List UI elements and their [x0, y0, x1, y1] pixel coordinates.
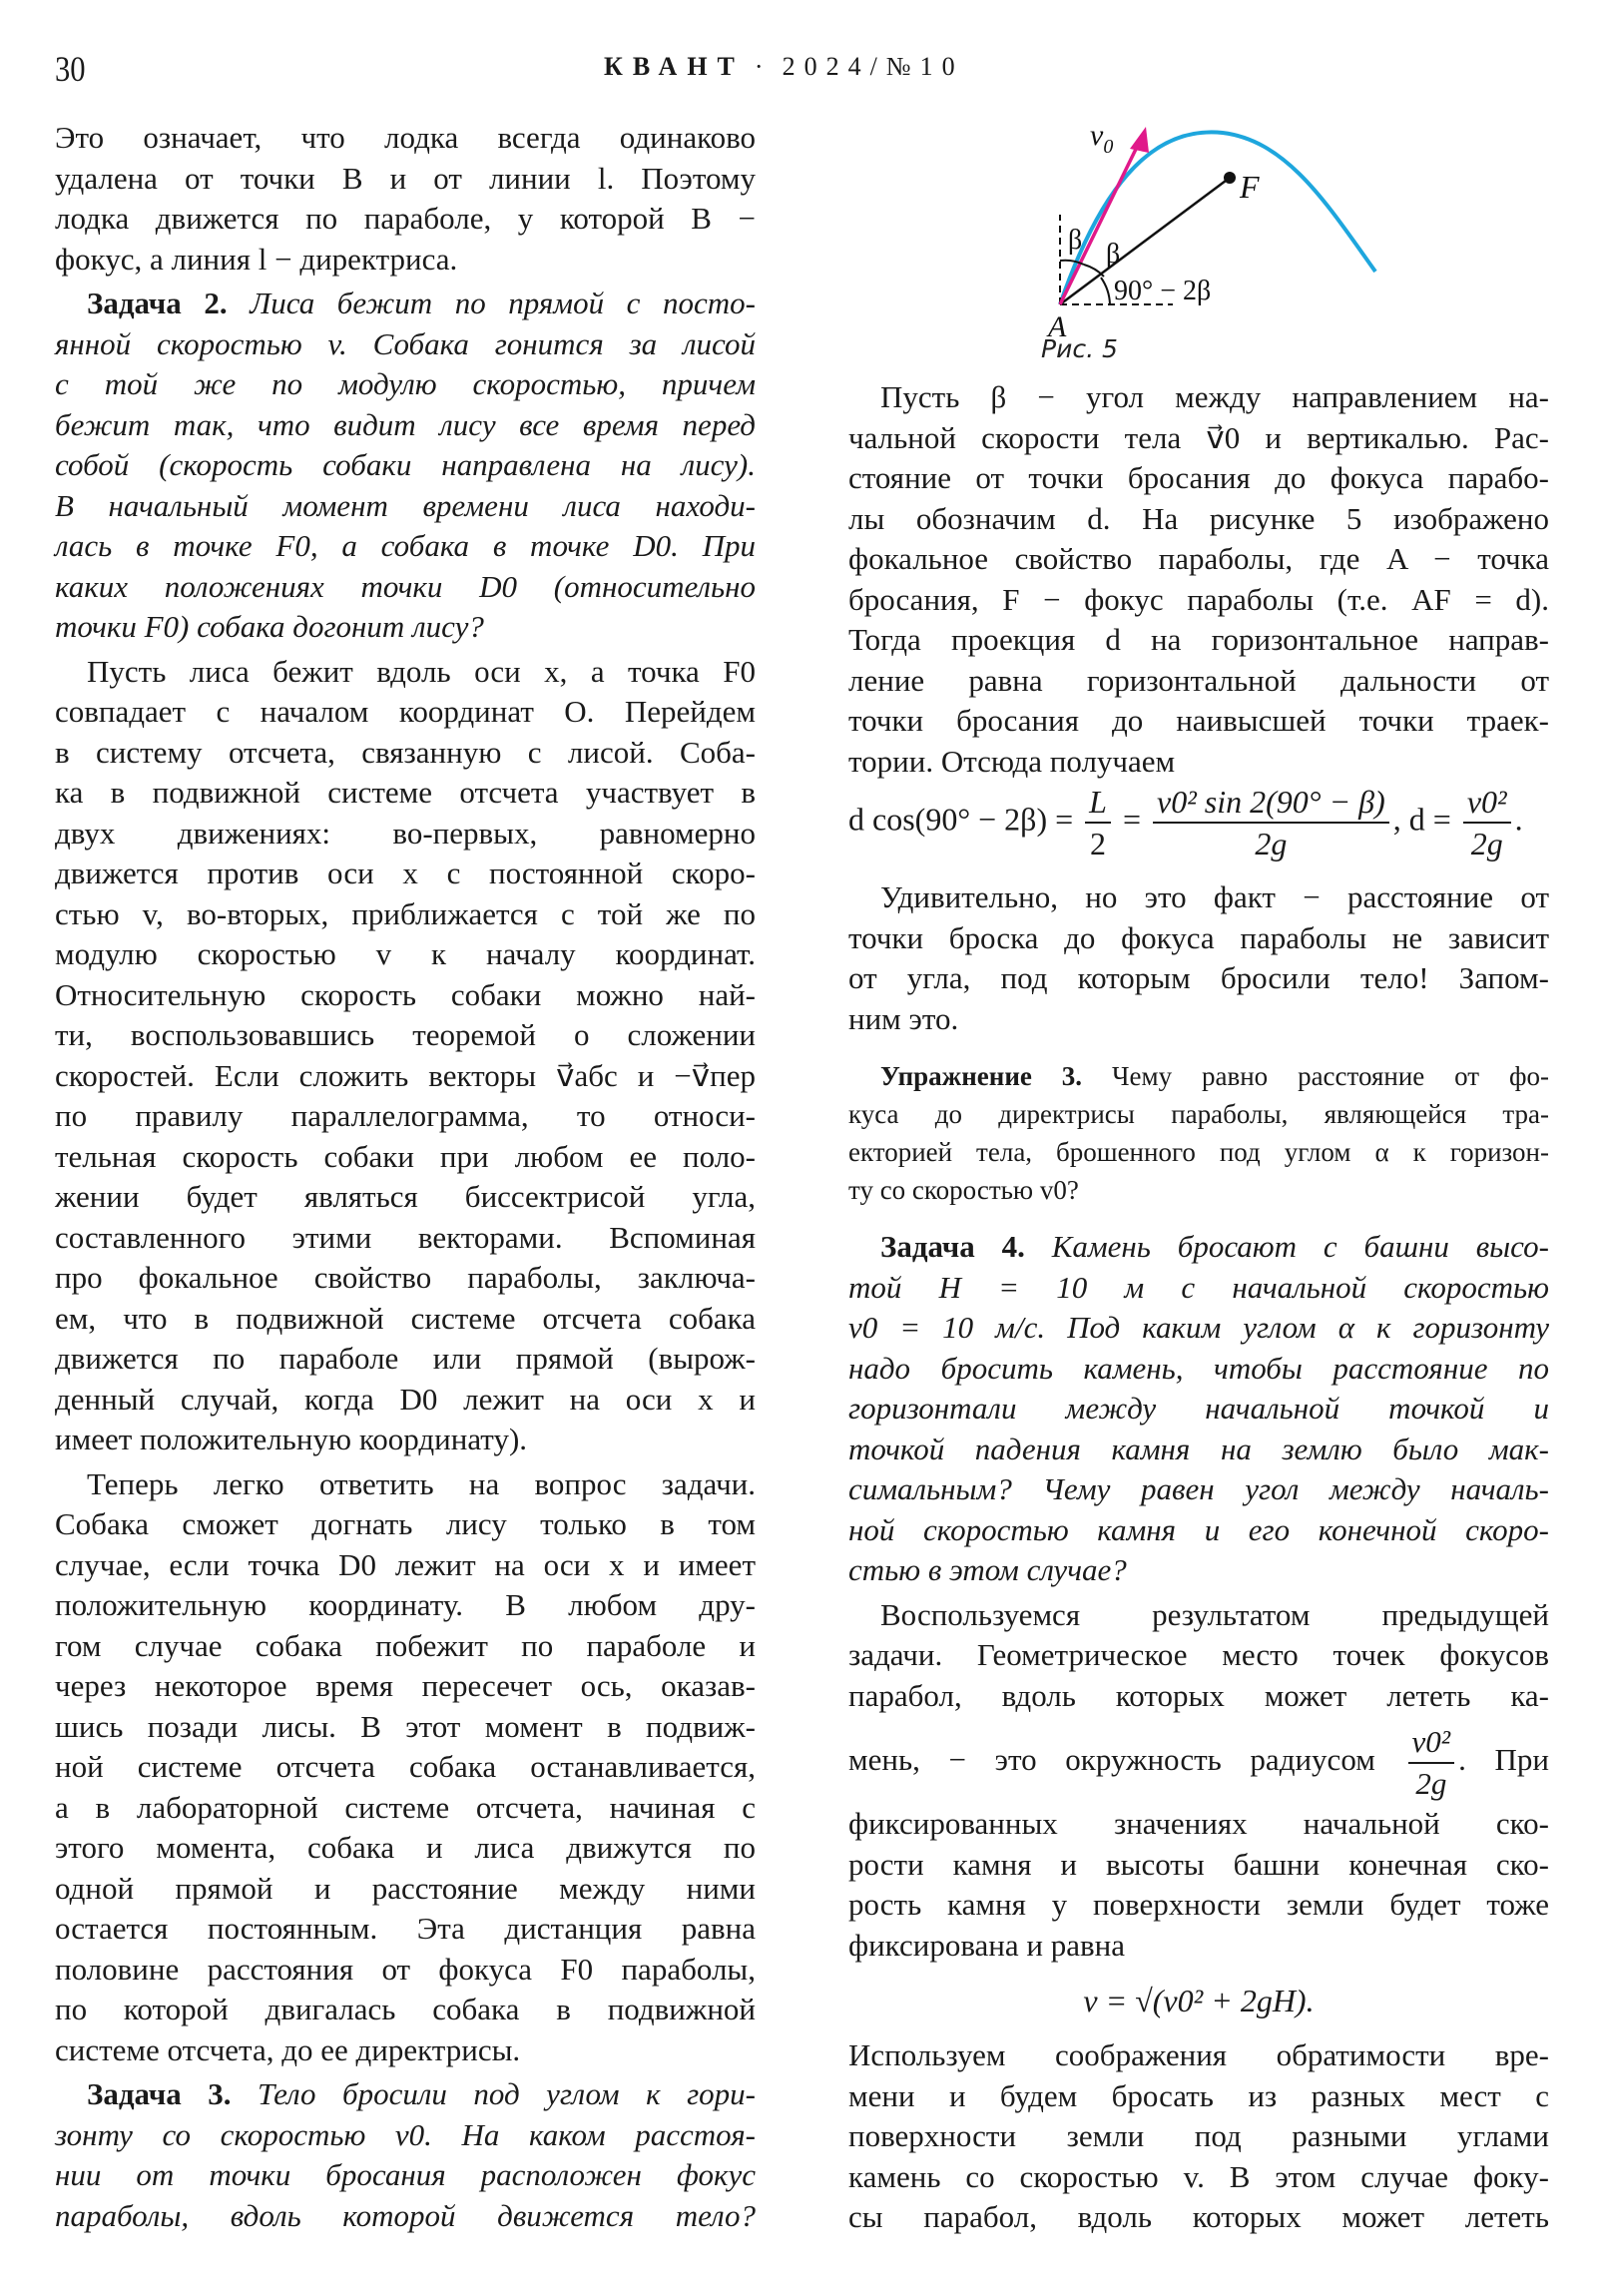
text-line: совпадает с началом координат O. Перейдем — [55, 694, 756, 729]
text-line: составленного этими векторами. Вспоминая — [55, 1219, 756, 1255]
magazine-name: КВАНТ — [604, 52, 745, 81]
text-line: рости камня и высоты башни конечная ско- — [848, 1846, 1549, 1882]
task-4 — [848, 1227, 1549, 1591]
task-text: В начальный момент времени лиса находи- — [55, 487, 756, 523]
text-line: точки броска до фокуса параболы не зависит — [848, 919, 1549, 955]
trajectory-curve — [1060, 132, 1375, 304]
task-text: собой (скорость собаки направлена на лису). — [55, 447, 756, 482]
paragraph-solution-3 — [848, 377, 1549, 782]
text-line: движется по параболе или прямой (вырож- — [55, 1341, 756, 1376]
task-text: бежит так, что видит лису все время перед — [55, 406, 756, 442]
text-line: тельная скорость собаки при любом ее поло- — [55, 1138, 756, 1174]
task-text: зонту со скоростью v0. На каком расстоя- — [55, 2116, 756, 2152]
text-line: ем, что в подвижной системе отсчета собака — [55, 1300, 756, 1336]
paragraph-solution-2 — [55, 652, 756, 1460]
text-line: Используем соображения обратимости вре- — [848, 2037, 1549, 2072]
fraction-range: $\frac{\text{v0² sin 2(90° − β)}}{2g}$ — [1153, 782, 1389, 863]
task-text: Тело бросили под углом к гори- — [258, 2076, 756, 2111]
task-2 — [55, 284, 756, 648]
text-line: жении будет являться биссектрисой угла, — [55, 1179, 756, 1214]
header-separator: · — [754, 52, 773, 81]
text-line: камень со скоростью v. В этом случае фоку- — [848, 2158, 1549, 2194]
task-3-label: Задача 3. — [87, 2076, 232, 2111]
text-line: точки бросания до наивысшей точки траек- — [848, 703, 1549, 738]
formula-lhs: d cos(90° − 2β) = — [848, 801, 1074, 838]
text-line: Относительную скорость собаки можно най- — [55, 976, 756, 1012]
beta-label-1: β — [1068, 225, 1083, 256]
text-line: в систему отсчета, связанную с лисой. Соба- — [55, 734, 756, 770]
paragraph-solution-4 — [848, 1595, 1549, 1967]
text-line: сы парабол, вдоль которых может лететь — [848, 2199, 1549, 2234]
text-line: скоростей. Если сложить векторы v⃗абс и −v⃗пер — [55, 1057, 756, 1093]
text-line-with-fraction: мень, − это окружность радиусом $\frac{\text{v0²}}{2g}$ . При — [848, 1723, 1549, 1801]
exercise-text: екторией тела, брошенного под углом α к горизон- — [848, 1137, 1549, 1167]
text-line: Воспользуемся результатом предыдущей — [880, 1596, 1549, 1632]
text-line: Собака сможет догнать лису только в том — [55, 1506, 756, 1541]
task-text: Камень бросают с башни высо- — [1051, 1229, 1549, 1264]
text-line: стояние от точки бросания до фокуса парабо- — [848, 460, 1549, 495]
fraction-l-over-2: $\frac{L}{2}$ — [1085, 782, 1111, 863]
text-line: Это означает, что лодка всегда одинаково — [55, 120, 756, 155]
text-line: по правилу параллелограмма, то относи- — [55, 1098, 756, 1133]
paragraph-answer-2 — [55, 1464, 756, 2071]
task-text: точки F0) собака догонит лису? — [55, 609, 484, 644]
text-line: бросания, F − фокус параболы (т.е. AF = d). — [848, 581, 1549, 617]
task-text: каких положениях точки D0 (относительно — [55, 568, 756, 604]
formula-final-velocity: v = √(v0² + 2gH). — [1083, 1983, 1315, 2018]
text-line: Пусть лиса бежит вдоль оси x, а точка F0 — [87, 653, 756, 689]
task-text: с той же по модулю скоростью, причем — [55, 366, 756, 401]
text-line: ка в подвижной системе отсчета участвует в — [55, 775, 756, 810]
text-line: гом случае собака побежит по параболе и — [55, 1627, 756, 1663]
text-line: тории. Отсюда получаем — [848, 743, 1176, 779]
formula-focal-distance: d cos(90° − 2β) = $\frac{L}{2}$ = $\frac{\text{v0² sin 2(90° − β)}}{2g}$ , d = $\frac{\text{v0²}}{2g}$ . — [848, 784, 1523, 861]
task-text: Лиса бежит по прямой с посто- — [250, 286, 756, 320]
text-line: мени и будем бросать из разных мест с — [848, 2077, 1549, 2113]
v0-label: $v_0$ — [1090, 119, 1114, 158]
text-line: модулю скоростью v к началу координат. — [55, 936, 756, 971]
paragraph-boat-parabola — [55, 118, 756, 280]
text-line: ной системе отсчета собака останавливается, — [55, 1749, 756, 1784]
exercise-text: ту со скоростью v0? — [848, 1175, 1079, 1205]
text-line: Тогда проекция d на горизонтальное направ- — [848, 622, 1549, 657]
page-number: 30 — [55, 49, 86, 89]
running-header — [0, 48, 1597, 92]
formula-rhs: d = — [1408, 801, 1451, 838]
angle-label: 90° − 2β — [1114, 276, 1212, 306]
text-line: по которой двигалась собака в подвижной — [55, 1992, 756, 2026]
task-text: стью в этом случае? — [848, 1552, 1127, 1587]
task-text: параболы, вдоль которой движется тело? — [55, 2197, 756, 2233]
text-line: этого момента, собака и лиса движутся по — [55, 1830, 756, 1865]
text-line: двух движениях: во-первых, равномерно — [55, 815, 756, 851]
text-line: Пусть β − угол между направлением на- — [880, 379, 1549, 414]
text-line: через некоторое время пересечет ось, оказав- — [55, 1668, 756, 1703]
exercise-3-label: Упражнение 3. — [880, 1061, 1083, 1091]
task-text: ной скоростью камня и его конечной скоро- — [848, 1511, 1549, 1547]
text-line: удалена от точки B и от линии l. Поэтому — [55, 160, 756, 196]
journal-title — [604, 52, 964, 82]
exercise-3 — [848, 1057, 1549, 1209]
text-line: чальной скорости тела v⃗0 и вертикалью. Рас- — [848, 419, 1549, 455]
task-text: точкой падения камня на землю было мак- — [848, 1431, 1549, 1466]
task-4-label: Задача 4. — [880, 1229, 1025, 1264]
task-text: той H = 10 м с начальной скоростью — [848, 1269, 1549, 1305]
task-text: лась в точке F0, а собака в точке D0. При — [55, 528, 756, 563]
text-line: Теперь легко ответить на вопрос задачи. — [87, 1465, 756, 1501]
focus-point — [1224, 172, 1236, 184]
text-line: системе отсчета, до ее директрисы. — [55, 2031, 521, 2067]
text-line: ти, воспользовавшись теоремой о сложении — [55, 1017, 756, 1052]
text-line: лодка движется по параболе, у которой B − — [55, 201, 756, 236]
task-text: v0 = 10 м/с. Под каким углом α к горизонту — [848, 1310, 1549, 1345]
text-line: движется против оси x с постоянной скоро- — [55, 856, 756, 890]
text-line: ление равна горизонтальной дальности от — [848, 662, 1549, 698]
point-a-label: A — [1048, 310, 1067, 343]
task-text: горизонтали между начальной точкой и — [848, 1391, 1549, 1426]
right-column — [848, 377, 1549, 2238]
text-line: случае, если точка D0 лежит на оси x и имеет — [55, 1546, 756, 1582]
focus-label: F — [1240, 169, 1260, 205]
text-line: от угла, под которым бросили тело! Запом- — [848, 960, 1549, 995]
text-line: ним это. — [848, 1000, 959, 1036]
text-line: а в лабораторной системе отсчета, начиная с — [55, 1789, 756, 1825]
text-line: положительную координату. В любом дру- — [55, 1587, 756, 1622]
text-line: парабол, вдоль которых может лететь ка- — [848, 1677, 1549, 1713]
fraction-d: $\frac{\text{v0²}}{2g}$ — [1463, 782, 1511, 863]
text-line: половине расстояния от фокуса F0 параболы, — [55, 1951, 756, 1987]
paragraph-reversibility — [848, 2035, 1549, 2238]
text-line: рость камня у поверхности земли будет тоже — [848, 1887, 1549, 1922]
text-line: лы обозначим d. На рисунке 5 изображено — [848, 500, 1549, 536]
task-text: янной скоростью v. Собака гонится за лисой — [55, 325, 756, 361]
left-column — [55, 118, 756, 2236]
beta-label-2: β — [1106, 239, 1121, 270]
text-line: фокус, а линия l − директриса. — [55, 241, 458, 277]
text-line: одной прямой и расстояние между ними — [55, 1870, 756, 1906]
text-line: фиксирована и равна — [848, 1927, 1125, 1963]
text-line: поверхности земли под разными углами — [848, 2118, 1549, 2153]
task-text: надо бросить камень, чтобы расстояние по — [848, 1350, 1549, 1386]
exercise-text: Чему равно расстояние от фо- — [1111, 1061, 1549, 1091]
text-line: фиксированных значениях начальной ско- — [848, 1806, 1549, 1841]
paragraph-conclusion — [848, 877, 1549, 1039]
text-line: шись позади лисы. В этот момент в подвиж- — [55, 1708, 756, 1744]
issue-number: 2024/№10 — [782, 52, 964, 81]
text-line: стью v, во-вторых, приближается с той же по — [55, 895, 756, 931]
text-line: про фокальное свойство параболы, заключа- — [55, 1260, 756, 1295]
text-line: имеет положительную координату). — [55, 1422, 528, 1456]
task-2-label: Задача 2. — [87, 286, 228, 320]
text-line: Удивительно, но это факт − расстояние от — [880, 879, 1549, 914]
task-text: симальным? Чему равен угол между началь- — [848, 1471, 1549, 1506]
text-line: задачи. Геометрическое место точек фокусов — [848, 1637, 1549, 1672]
task-3 — [55, 2074, 756, 2236]
text-line: денный случай, когда D0 лежит на оси x и — [55, 1381, 756, 1417]
text-line: остается постоянным. Эта дистанция равна — [55, 1911, 756, 1946]
text-line: фокальное свойство параболы, где A − точка — [848, 541, 1549, 576]
exercise-text: куса до директрисы параболы, являющейся тра- — [848, 1099, 1549, 1129]
task-text: нии от точки бросания расположен фокус — [55, 2157, 756, 2192]
figure-caption: Рис. 5 — [1041, 334, 1118, 363]
